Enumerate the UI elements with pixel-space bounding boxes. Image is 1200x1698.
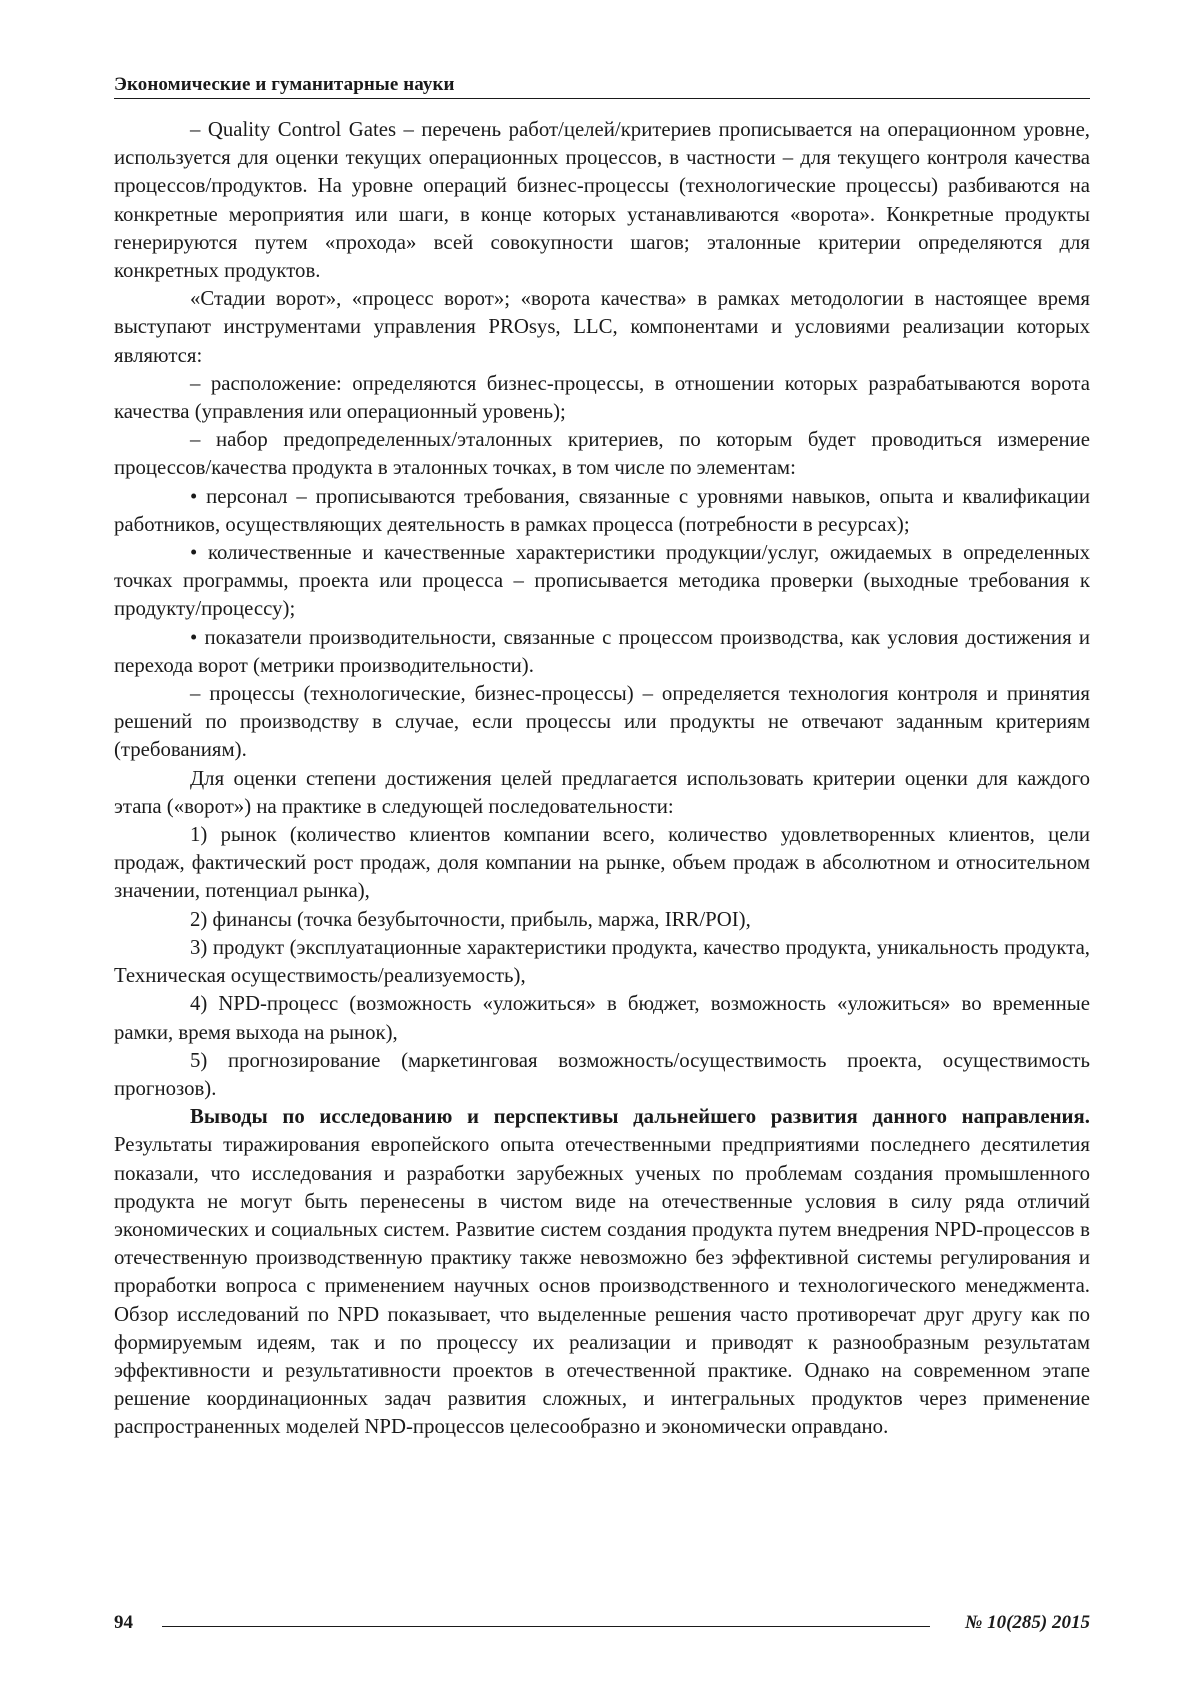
paragraph: 2) финансы (точка безубыточности, прибыль, маржа, IRR/POI), [190, 907, 751, 931]
issue-number: № 10(285) 2015 [964, 1612, 1090, 1633]
paragraph: • количественные и качественные характеристики продукции/услуг, ожидаемых в определенных точках программы, проекта или процесса – прописывается методика проверки (выходные требования к продукту/процессу); [114, 541, 1090, 621]
paragraph: 5) прогнозирование (маркетинговая возможность/осуществимость проекта, осуществимость прогнозов). [114, 1048, 1090, 1100]
page-footer [114, 1612, 1090, 1638]
footer-rule [162, 1626, 930, 1627]
paragraph: – Quality Control Gates – перечень работ/целей/критериев прописывается на операционном уровне, используется для оценки текущих операционных процессов, в частности – для текущего контроля качества процессов/продуктов. На уровне операций бизнес-процессы (технологические процессы) разбиваются на конкретные мероприятия или шаги, в конце которых устанавливаются «ворота». Конкретные продукты генерируются путем «прохода» всей совокупности шагов; эталонные критерии определяются для конкретных продуктов. [114, 118, 1090, 283]
page-number: 94 [114, 1612, 133, 1633]
conclusion-heading: Выводы по исследованию и перспективы дальнейшего развития данного направления. [190, 1105, 1090, 1129]
running-header [114, 74, 1090, 99]
article-body [114, 116, 1090, 1442]
paragraph: – расположение: определяются бизнес-процессы, в отношении которых разрабатываются ворота качества (управления или операционный уровень); [114, 371, 1090, 424]
paragraph: • показатели производительности, связанные с процессом производства, как условия достижения и перехода ворот (метрики производительности). [114, 625, 1090, 677]
conclusion-text: Результаты тиражирования европейского опыта отечественными предприятиями последнего десятилетия показали, что исследования и разработки зарубежных ученых по проблемам создания промышленного продукта не могут быть перенесены в чистом виде на отечественные условия в силу ряда отличий экономических и социальных систем. Развитие систем создания продукта путем внедрения NPD-процессов в отечественную производственную практику также невозможно без эффективной системы регулирования и проработки вопроса с применением научных основ производственного и технологического менеджмента. Обзор исследований по NPD показывает, что выделенные решения часто противоречат друг другу как по формируемым идеям, так и по процессу их реализации и приводят к разнообразным результатам эффективности и результативности проектов в отечественной практике. Однако на современном этапе решение координационных задач развития сложных, и интегральных продуктов через применение распространенных моделей NPD-процессов целесообразно и экономически оправдано. [114, 1133, 1090, 1439]
paragraph: – набор предопределенных/эталонных критериев, по которым будет проводиться измерение процессов/качества продукта в эталонных точках, в том числе по элементам: [114, 428, 1090, 480]
journal-section-title: Экономические и гуманитарные науки [114, 74, 455, 95]
paragraph: «Стадии ворот», «процесс ворот»; «ворота качества» в рамках методологии в настоящее время выступают инструментами управления PROsys, LLC, компонентами и условиями реализации которых являются: [114, 287, 1090, 367]
paragraph: • персонал – прописываются требования, связанные с уровнями навыков, опыта и квалификации работников, осуществляющих деятельность в рамках процесса (потребности в ресурсах); [114, 484, 1090, 536]
paragraph: 1) рынок (количество клиентов компании всего, количество удовлетворенных клиентов, цели продаж, фактический рост продаж, доля компании на рынке, объем продаж в абсолютном и относительном значении, потенциал рынка), [114, 823, 1090, 903]
paragraph: 3) продукт (эксплуатационные характеристики продукта, качество продукта, уникальность продукта, Техническая осуществимость/реализуемость), [114, 935, 1090, 988]
paragraph: 4) NPD-процесс (возможность «уложиться» в бюджет, возможность «уложиться» во временные рамки, время выхода на рынок), [114, 992, 1090, 1044]
paragraph: – процессы (технологические, бизнес-процессы) – определяется технология контроля и принятия решений по производству в случае, если процессы или продукты не отвечают заданным критериям (требованиям). [114, 682, 1090, 762]
paragraph: Для оценки степени достижения целей предлагается использовать критерии оценки для каждого этапа («ворот») на практике в следующей последовательности: [114, 766, 1090, 818]
conclusion-paragraph [114, 1103, 1090, 1441]
